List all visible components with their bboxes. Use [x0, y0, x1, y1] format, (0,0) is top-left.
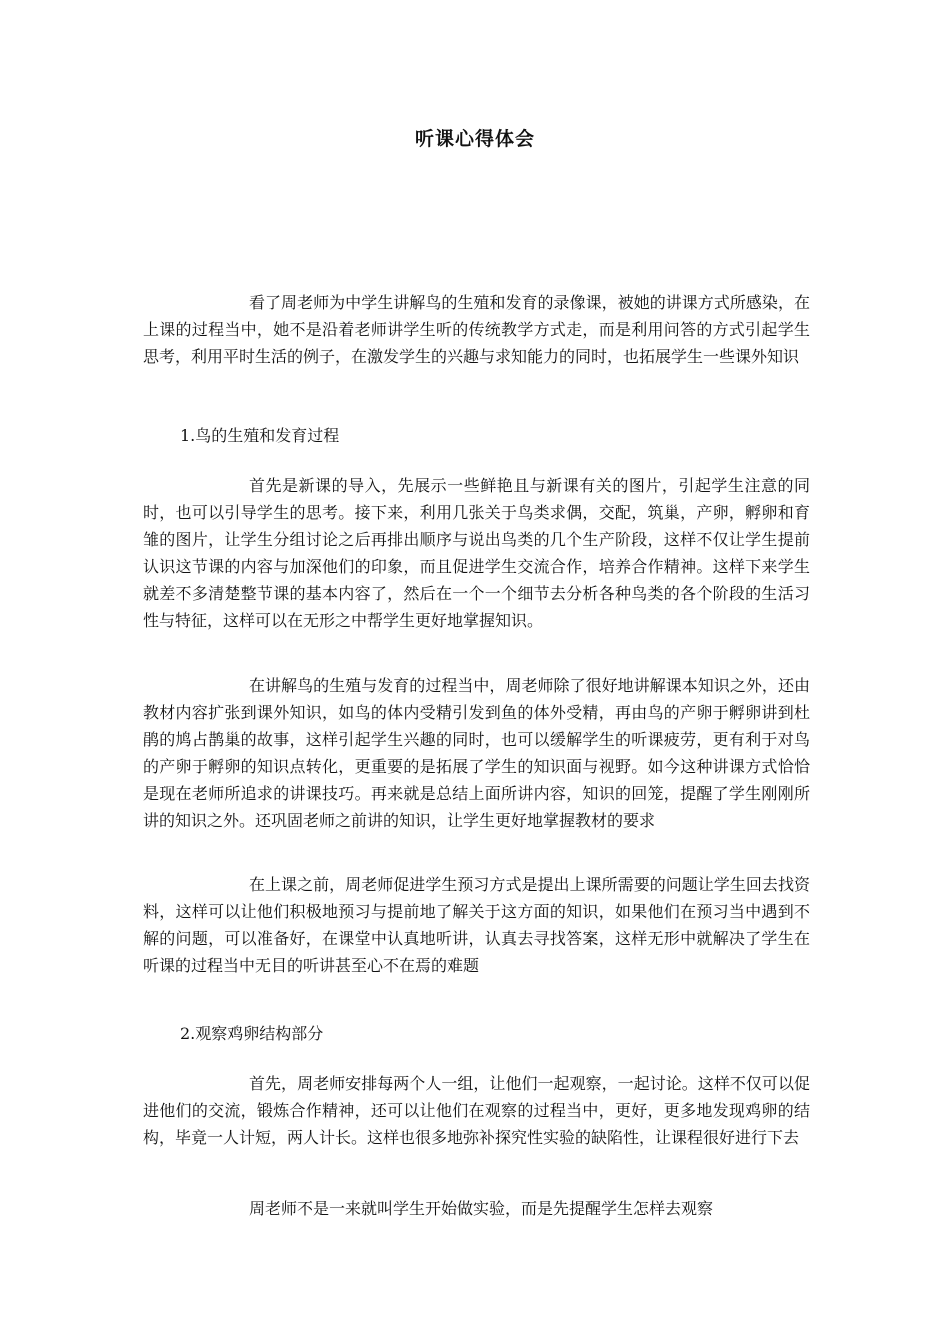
page-title: 听课心得体会 — [414, 128, 535, 150]
paragraph-group-observation: 首先，周老师安排每两个人一组，让他们一起观察，一起讨论。这样不仅可以促进他们的交流，锻炼合作精神，还可以让他们在观察的过程当中，更好，更多地发现鸡卵的结构，毕竟一人计短，两人计长。这样也很多地弥补探究性实验的缺陷性，让课程很好进行下去 — [143, 1074, 810, 1147]
paragraph-intro: 看了周老师为中学生讲解鸟的生殖和发育的录像课，被她的讲课方式所感染，在上课的过程当中，她不是沿着老师讲学生听的传统教学方式走，而是利用问答的方式引起学生思考，利用平时生活的例子，在激发学生的兴趣与求知能力的同时，也拓展学生一些课外知识 — [143, 293, 810, 366]
paragraph-preview: 在上课之前，周老师促进学生预习方式是提出上课所需要的问题让学生回去找资料，这样可以让他们积极地预习与提前地了解关于这方面的知识，如果他们在预习当中遇到不解的问题，可以准备好，在课堂中认真地听讲，认真去寻找答案，这样无形中就解决了学生在听课的过程当中无目的听讲甚至心不在焉的难题 — [143, 875, 810, 975]
section-heading-2: 2.观察鸡卵结构部分 — [180, 1024, 324, 1043]
section-heading-1: 1.鸟的生殖和发育过程 — [180, 426, 340, 445]
paragraph-extension: 在讲解鸟的生殖与发育的过程当中，周老师除了很好地讲解课本知识之外，还由教材内容扩张到课外知识，如鸟的体内受精引发到鱼的体外受精，再由鸟的产卵于孵卵讲到杜鹃的鸠占鹊巢的故事，这样引起学生兴趣的同时，也可以缓解学生的听课疲劳，更有利于对鸟的产卵于孵卵的知识点转化，更重要的是拓展了学生的知识面与视野。如今这种讲课方式恰恰是现在老师所追求的讲课技巧。再来就是总结上面所讲内容，知识的回笼，提醒了学生刚刚所讲的知识之外。还巩固老师之前讲的知识，让学生更好地掌握教材的要求 — [143, 676, 810, 830]
paragraph-lesson-intro: 首先是新课的导入，先展示一些鲜艳且与新课有关的图片，引起学生注意的同时，也可以引导学生的思考。接下来，利用几张关于鸟类求偶，交配，筑巢，产卵，孵卵和育雏的图片，让学生分组讨论之后再排出顺序与说出鸟类的几个生产阶段，这样不仅让学生提前认识这节课的内容与加深他们的印象，而且促进学生交流合作，培养合作精神。这样下来学生就差不多清楚整节课的基本内容了，然后在一个一个细节去分析各种鸟类的各个阶段的生活习性与特征，这样可以在无形之中帮学生更好地掌握知识。 — [143, 476, 810, 630]
paragraph-observation-guidance: 周老师不是一来就叫学生开始做实验，而是先提醒学生怎样去观察 — [249, 1199, 714, 1218]
